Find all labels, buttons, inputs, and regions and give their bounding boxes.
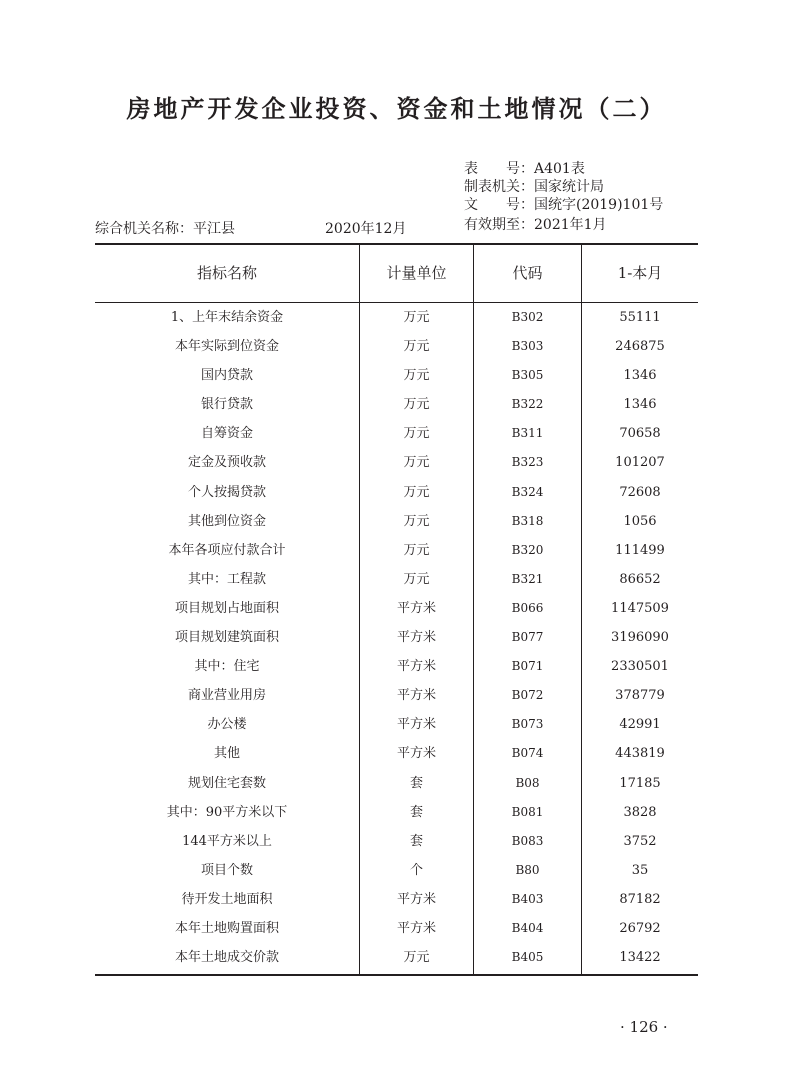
code: B403: [511, 891, 544, 906]
value: 86652: [619, 571, 661, 587]
organization-name: 平江县: [193, 221, 235, 237]
document-number-label: 文 号：: [464, 197, 534, 213]
value: 55111: [619, 310, 661, 325]
code: B321: [511, 571, 544, 586]
issuer-label: 制表机关：: [464, 179, 534, 195]
value: 2330501: [611, 659, 669, 675]
indicator-name: 项目规划建筑面积: [174, 630, 279, 646]
table-row: [95, 536, 698, 565]
valid-until: [464, 216, 607, 234]
value: 1056: [623, 513, 657, 529]
value: 378779: [615, 688, 665, 704]
unit: 万元: [403, 310, 430, 325]
column-header-indicator: 指标名称: [196, 264, 257, 282]
indicator-name: 项目个数: [200, 862, 253, 878]
organization: [95, 218, 235, 238]
indicator-name: 项目规划占地面积: [174, 600, 279, 616]
value: 3828: [623, 804, 657, 820]
code: B071: [511, 659, 544, 674]
unit: 平方米: [396, 600, 436, 616]
indicator-name: 本年土地购置面积: [174, 920, 279, 936]
column-header-code: 代码: [512, 264, 543, 282]
code: B08: [515, 775, 540, 790]
unit: 套: [409, 775, 423, 791]
table-row: [95, 448, 698, 477]
table-row: [95, 507, 698, 536]
table-row: [95, 710, 698, 739]
unit: 万元: [403, 368, 430, 384]
code: B311: [511, 426, 544, 441]
unit: 万元: [403, 484, 430, 500]
code: B072: [511, 688, 544, 703]
code: B083: [511, 833, 544, 848]
code: B405: [511, 950, 544, 965]
table-row: [95, 594, 698, 623]
unit: 万元: [403, 513, 430, 529]
indicator-name: 银行贷款: [200, 397, 253, 413]
unit: 平方米: [396, 688, 436, 704]
page-number: · 126 ·: [620, 1018, 668, 1036]
indicator-name: 规划住宅套数: [187, 775, 266, 791]
table-row: [95, 769, 698, 798]
table-row: [95, 623, 698, 652]
form-number-value: A401表: [534, 161, 585, 177]
value: 1346: [623, 397, 657, 413]
indicator-name: 本年土地成交价款: [174, 950, 279, 966]
indicator-name: 其他: [213, 746, 240, 762]
unit: 个: [409, 862, 423, 878]
table-row: [95, 943, 698, 972]
valid-until-label: 有效期至：: [464, 217, 534, 233]
value: 17185: [619, 775, 661, 791]
indicator-name: 144平方米以上: [182, 833, 272, 849]
indicator-name: 本年实际到位资金: [174, 339, 279, 355]
unit: 万元: [403, 397, 430, 413]
code: B80: [515, 862, 540, 877]
form-number: [464, 160, 585, 178]
table-row: [95, 303, 698, 332]
indicator-name: 待开发土地面积: [181, 891, 273, 907]
table-bottom-rule: [95, 974, 698, 976]
table-row: [95, 652, 698, 681]
value: 246875: [615, 339, 665, 355]
value: 443819: [615, 746, 665, 762]
column-header-value: 1-本月: [617, 264, 663, 282]
table-row: [95, 914, 698, 943]
value: 3196090: [611, 630, 669, 646]
unit: 万元: [403, 542, 430, 558]
code: B302: [511, 310, 544, 324]
table-row: [95, 827, 698, 856]
value: 42991: [619, 717, 661, 733]
table-row: [95, 390, 698, 419]
table-row: [95, 885, 698, 914]
code: B303: [511, 339, 544, 354]
value: 1346: [623, 368, 657, 384]
table-row: [95, 681, 698, 710]
indicator-name: 其中：住宅: [194, 659, 260, 675]
code: B404: [511, 920, 544, 935]
code: B081: [511, 804, 544, 819]
issuer: [464, 178, 604, 196]
unit: 套: [409, 804, 423, 820]
indicator-name: 其中：90平方米以下: [166, 804, 288, 820]
unit: 平方米: [396, 891, 436, 907]
indicator-name: 办公楼: [207, 717, 247, 733]
table-row: [95, 856, 698, 885]
value: 70658: [619, 426, 661, 442]
value: 101207: [615, 455, 665, 471]
code: B073: [511, 717, 544, 732]
data-table: [95, 303, 698, 972]
unit: 平方米: [396, 717, 436, 733]
table-row: [95, 419, 698, 448]
code: B074: [511, 746, 544, 761]
unit: 平方米: [396, 920, 436, 936]
table-row: [95, 739, 698, 768]
value: 1147509: [611, 600, 669, 616]
report-period: 2020年12月: [325, 221, 407, 237]
document-number-value: 国统字(2019)101号: [534, 197, 664, 213]
code: B322: [511, 397, 544, 412]
value: 72608: [619, 484, 661, 500]
indicator-name: 其中：工程款: [187, 571, 266, 587]
code: B077: [511, 630, 544, 645]
unit: 套: [409, 833, 423, 849]
unit: 平方米: [396, 746, 436, 762]
code: B318: [511, 513, 544, 528]
code: B324: [511, 484, 544, 499]
code: B305: [511, 368, 544, 383]
indicator-name: 1、上年末结余资金: [170, 310, 284, 325]
table-row: [95, 478, 698, 507]
code: B323: [511, 455, 544, 470]
unit: 万元: [403, 950, 430, 966]
unit: 万元: [403, 426, 430, 442]
unit: 平方米: [396, 630, 436, 646]
indicator-name: 自筹资金: [200, 426, 253, 442]
page-title: 房地产开发企业投资、资金和土地情况（二）: [126, 94, 667, 123]
unit: 万元: [403, 455, 430, 471]
value: 26792: [619, 920, 661, 936]
unit: 万元: [403, 339, 430, 355]
indicator-name: 其他到位资金: [187, 513, 266, 529]
indicator-name: 商业营业用房: [187, 688, 266, 704]
indicator-name: 国内贷款: [200, 368, 253, 384]
form-number-label: 表 号：: [464, 161, 534, 177]
issuer-value: 国家统计局: [534, 179, 604, 195]
indicator-name: 定金及预收款: [187, 455, 266, 471]
value: 87182: [619, 891, 661, 907]
value: 35: [631, 862, 649, 878]
table-row: [95, 332, 698, 361]
table-row: [95, 798, 698, 827]
table-row: [95, 565, 698, 594]
unit: 平方米: [396, 659, 436, 675]
unit: 万元: [403, 571, 430, 587]
document-number: [464, 196, 663, 214]
table-row: [95, 361, 698, 390]
value: 3752: [623, 833, 657, 849]
value: 13422: [619, 950, 661, 966]
value: 111499: [615, 542, 665, 558]
indicator-name: 个人按揭贷款: [187, 484, 266, 500]
valid-until-value: 2021年1月: [534, 217, 607, 233]
organization-label: 综合机关名称：: [95, 221, 193, 237]
column-header-unit: 计量单位: [386, 264, 447, 282]
code: B066: [511, 600, 544, 615]
indicator-name: 本年各项应付款合计: [168, 542, 286, 558]
code: B320: [511, 542, 544, 557]
